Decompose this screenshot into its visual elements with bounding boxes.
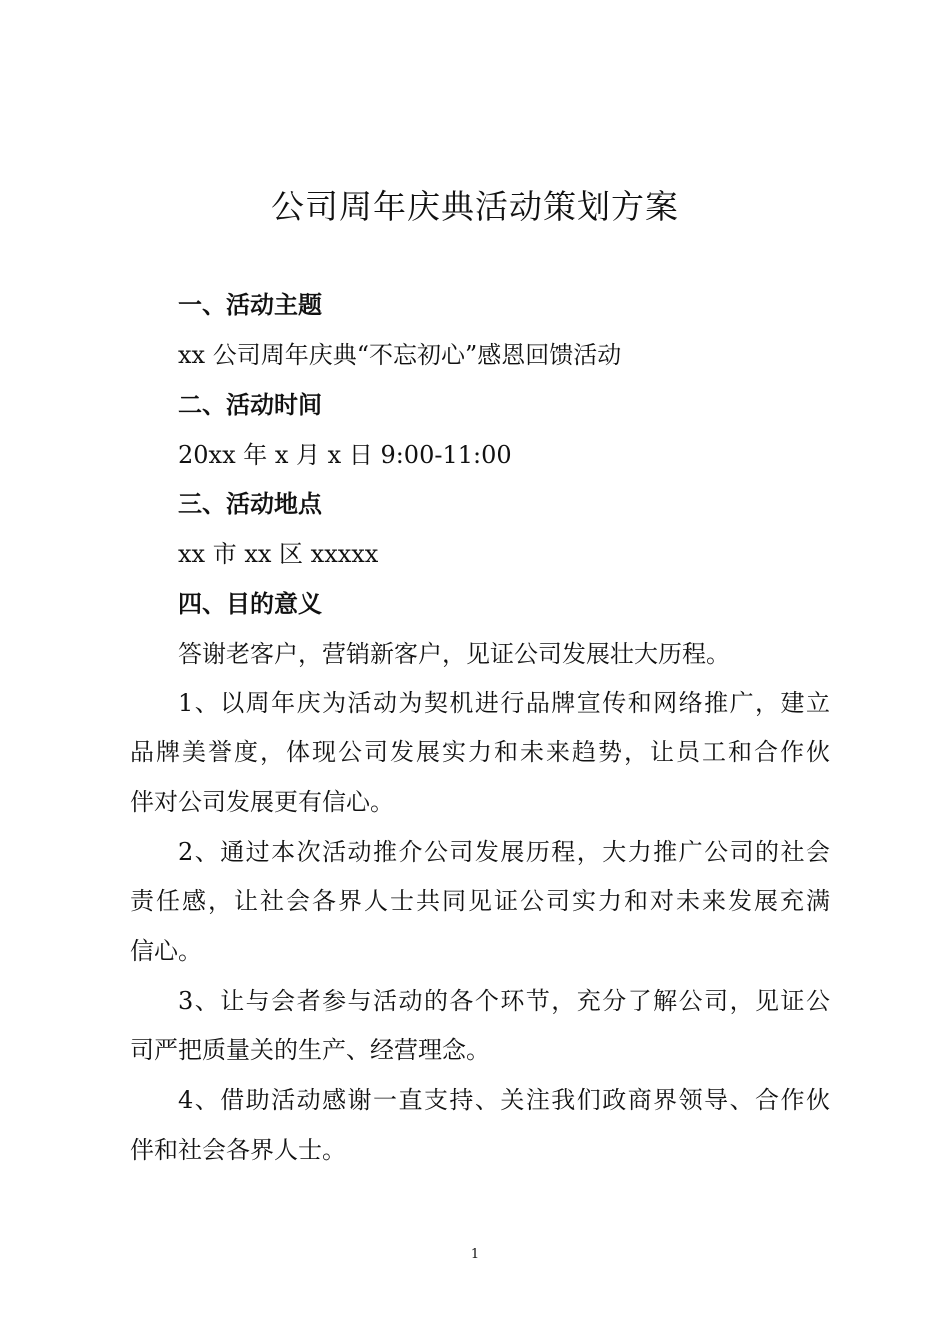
section-text-location: xx 市 xx 区 xxxxx	[178, 540, 379, 568]
item-2-line-2: 责任感，让社会各界人士共同见证公司实力和对未来发展充满	[130, 887, 830, 915]
page-number: 1	[470, 1247, 480, 1262]
item-3-line-2: 司严把质量关的生产、经营理念。	[130, 1036, 490, 1064]
item-3-line-1: 3、让与会者参与活动的各个环节，充分了解公司，见证公	[178, 987, 830, 1015]
item-2-line-3: 信心。	[130, 937, 202, 965]
section-text-theme: xx 公司周年庆典“不忘初心”感恩回馈活动	[178, 341, 622, 369]
section-heading-purpose: 四、目的意义	[178, 590, 322, 618]
item-4-line-1: 4、借助活动感谢一直支持、关注我们政商界领导、合作伙	[178, 1086, 830, 1114]
document-title: 公司周年庆典活动策划方案	[271, 187, 679, 226]
section-heading-theme: 一、活动主题	[178, 291, 322, 319]
item-1-line-2: 品牌美誉度，体现公司发展实力和未来趋势，让员工和合作伙	[130, 738, 830, 766]
item-2-line-1: 2、通过本次活动推介公司发展历程，大力推广公司的社会	[178, 838, 830, 866]
item-4-line-2: 伴和社会各界人士。	[130, 1136, 346, 1164]
section-text-time: 20xx 年 x 月 x 日 9:00-11:00	[178, 441, 512, 469]
item-1-line-3: 伴对公司发展更有信心。	[130, 788, 394, 816]
section-heading-location: 三、活动地点	[178, 490, 322, 518]
section-heading-time: 二、活动时间	[178, 391, 322, 419]
section-text-purpose: 答谢老客户，营销新客户，见证公司发展壮大历程。	[178, 640, 730, 668]
item-1-line-1: 1、以周年庆为活动为契机进行品牌宣传和网络推广，建立	[178, 689, 830, 717]
